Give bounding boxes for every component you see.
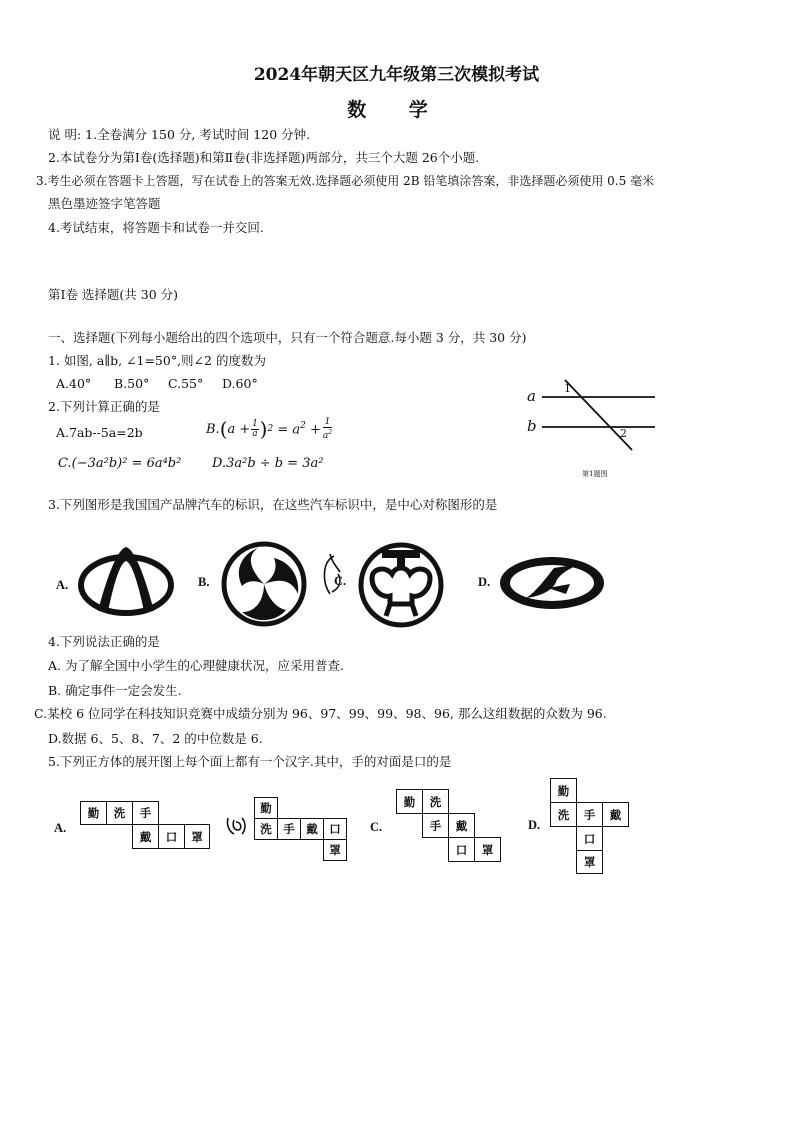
q5-label-d: D. xyxy=(528,818,541,832)
car-logo-a xyxy=(78,543,174,623)
q4-option-c: C.某校 6 位同学在科技知识竞赛中成绩分别为 96、97、99、99、98、96, 那么这组数据的众数为 96. xyxy=(34,706,607,721)
net-cell: 戴 xyxy=(602,802,629,827)
net-cell: 洗 xyxy=(106,801,133,825)
q2-option-b-prefix: B. xyxy=(206,421,220,437)
net-cell: 罩 xyxy=(474,837,501,862)
net-cell: 洗 xyxy=(422,789,449,814)
q1-option-b: B.50° xyxy=(114,376,150,391)
net-cell: 口 xyxy=(323,818,347,840)
net-cell: 手 xyxy=(576,802,603,827)
q1-figure xyxy=(520,375,670,485)
net-cell: 手 xyxy=(422,813,449,838)
q4-option-a: A. 为了解全国中小学生的心理健康状况，应采用普查. xyxy=(48,658,344,673)
car-logo-d xyxy=(496,554,608,616)
net-cell: 罩 xyxy=(184,824,210,849)
instruction-line: 3.考生必须在答题卡上答题，写在试卷上的答案无效.选择题必须使用 2B 铅笔填涂答案，非选择题必须使用 0.5 毫米 xyxy=(36,174,655,188)
q3-label-b: B. xyxy=(198,575,210,589)
net-cell: 罩 xyxy=(576,850,603,874)
net-cell: 手 xyxy=(277,818,301,840)
q2-option-d: D.3a²b ÷ b = 3a² xyxy=(212,456,324,471)
instruction-line: 说 明: 1.全卷满分 150 分, 考试时间 120 分钟. xyxy=(48,127,311,142)
net-cell: 洗 xyxy=(254,818,278,840)
net-cell: 戴 xyxy=(300,818,324,840)
q3-label-a: A. xyxy=(56,578,69,592)
q4-option-b: B. 确定事件一定会发生. xyxy=(48,683,182,698)
q1-option-c: C.55° xyxy=(168,376,204,391)
q5-label-a: A. xyxy=(54,821,67,835)
net-cell: 口 xyxy=(158,824,185,849)
angle1-label: 1 xyxy=(564,382,571,395)
q1-stem: 1. 如图, a∥b, ∠1=50°,则∠2 的度数为 xyxy=(48,353,266,368)
q4-option-d: D.数据 6、5、8、7、2 的中位数是 6. xyxy=(48,731,263,746)
net-cell: 洗 xyxy=(550,802,577,827)
net-cell: 手 xyxy=(132,801,159,825)
q1-option-a: A.40° xyxy=(56,376,92,391)
q2-option-b: B. ( a + $\frac{1}{a}$ ) 2 = $a^2$ + $\frac{1}{a^2}$ xyxy=(206,416,333,441)
exam-title: 2024年朝天区九年级第三次模拟考试 xyxy=(253,65,540,85)
net-cell: 戴 xyxy=(132,824,159,849)
figure-caption: 第1题图 xyxy=(582,470,608,478)
subject-title: 数 学 xyxy=(347,99,446,121)
q5-stem: 5.下列正方体的展开图上每个面上都有一个汉字.其中，手的对面是口的是 xyxy=(48,754,452,769)
net-cell: 勤 xyxy=(550,778,577,803)
q5-label-c: C. xyxy=(370,820,383,834)
q4-stem: 4.下列说法正确的是 xyxy=(48,634,160,649)
car-logo-c xyxy=(356,538,446,632)
q2-stem: 2.下列计算正确的是 xyxy=(48,399,160,414)
net-cell: 口 xyxy=(576,826,603,851)
net-cell: 勤 xyxy=(396,789,423,814)
q1-option-d: D.60° xyxy=(222,376,258,391)
net-cell: 戴 xyxy=(448,813,475,838)
line-a-label: a xyxy=(527,387,536,405)
q2-option-a: A.7ab--5a=2b xyxy=(56,425,143,440)
section-heading: 第Ⅰ卷 选择题(共 30 分) xyxy=(48,287,179,302)
angle2-label: 2 xyxy=(620,427,627,440)
instruction-line: 4.考试结束，将答题卡和试卷一并交回. xyxy=(48,220,264,235)
q3-stem: 3.下列图形是我国国产品牌汽车的标识，在这些汽车标识中，是中心对称图形的是 xyxy=(48,497,498,512)
instruction-line: 2.本试卷分为第Ⅰ卷(选择题)和第Ⅱ卷(非选择题)两部分，共三个大题 26个小题. xyxy=(48,150,480,165)
line-b-label: b xyxy=(527,417,537,435)
q5-label-b-scribble xyxy=(224,812,250,842)
q3-label-c: C. xyxy=(334,574,347,588)
q3-label-d: D. xyxy=(478,575,491,589)
net-cell: 勤 xyxy=(80,801,107,825)
part-title: 一、选择题(下列每小题给出的四个选项中，只有一个符合题意.每小题 3 分，共 30 分) xyxy=(48,330,527,345)
net-cell: 勤 xyxy=(254,797,278,819)
q2-option-c: C.(−3a²b)² = 6a⁴b² xyxy=(58,456,182,471)
car-logo-b xyxy=(220,540,308,632)
net-cell: 罩 xyxy=(323,839,347,861)
instruction-line: 黑色墨迹签字笔答题 xyxy=(48,196,161,211)
net-cell: 口 xyxy=(448,837,475,862)
